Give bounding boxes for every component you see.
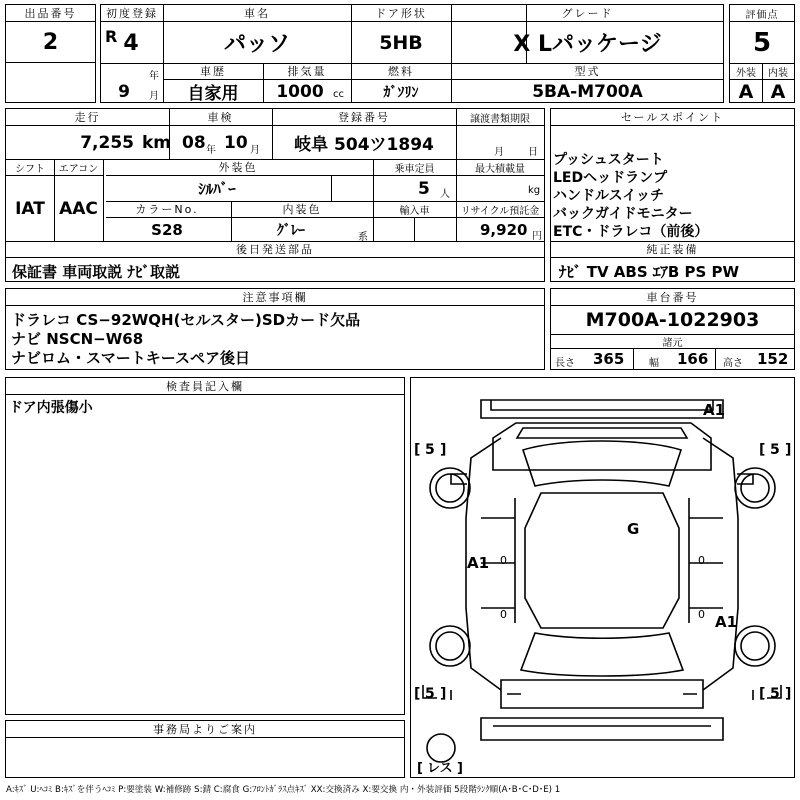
diagram-zero: 0: [698, 554, 705, 567]
history-label: 車歴: [200, 65, 226, 78]
transfer-month-unit: 月: [494, 147, 504, 158]
color-no-label: カラーNo.: [135, 203, 199, 216]
length-value: 365: [593, 350, 625, 368]
later-parts-value: 保証書 車両取説 ﾅﾋﾞ取説: [12, 263, 180, 281]
damage-mark: G: [627, 520, 640, 538]
color-no-value: S28: [151, 220, 183, 239]
door-label: ドア形状: [375, 7, 427, 20]
inspection-month-unit: 月: [250, 145, 260, 156]
spare-value: レス: [427, 761, 453, 776]
inspector-value: ドア内張傷小: [9, 400, 93, 416]
spec-label: 諸元: [662, 337, 683, 349]
transfer-day-unit: 日: [528, 147, 538, 158]
tire-bracket-close: ]: [785, 686, 792, 702]
load-unit: kg: [528, 185, 541, 196]
grade-label: グレード: [561, 7, 614, 20]
reg-label: 登録番号: [338, 111, 390, 124]
displacement-unit: cc: [333, 89, 344, 100]
recycle-label: リサイクル預託金: [460, 205, 540, 217]
lot-box: [5, 4, 96, 103]
shift-value: IAT: [15, 198, 45, 219]
interior-value: A: [770, 80, 786, 103]
sales-item: バックガイドモニター: [553, 206, 693, 222]
interior-label: 内装: [768, 67, 788, 79]
spare-bracket-open: [: [417, 761, 423, 776]
chassis-value: M700A-1022903: [585, 309, 760, 331]
displacement-label: 排気量: [287, 65, 327, 78]
transfer-label: 譲渡書類期限: [470, 113, 530, 125]
mileage-label: 走行: [74, 111, 101, 124]
spare-bracket-close: ]: [457, 761, 463, 776]
displacement-value: 1000: [276, 81, 324, 102]
capacity-label: 乗車定員: [394, 163, 435, 175]
tire-bracket-open: [: [414, 686, 421, 702]
office-label: 事務局よりご案内: [153, 723, 257, 736]
lot-value: 2: [42, 29, 59, 55]
notes-line: ナビ NSCN−W68: [11, 330, 144, 348]
ac-label: エアコン: [58, 163, 99, 175]
damage-mark: A1: [715, 613, 738, 631]
car-name-value: パッソ: [223, 32, 290, 57]
sales-label: セールスポイント: [620, 111, 724, 124]
equip-value: ﾅﾋﾞ TV ABS ｴｱB PS PW: [559, 263, 740, 281]
grade-value: X Lパッケージ: [513, 32, 662, 57]
era: R: [105, 27, 118, 46]
score-value: 5: [752, 27, 772, 58]
year-unit: 年: [149, 71, 159, 82]
inspector-label: 検査員記入欄: [166, 380, 244, 393]
inspection-label: 車検: [207, 111, 234, 124]
office-box: [5, 720, 405, 778]
tire-rating: 5: [425, 442, 435, 458]
height-value: 152: [757, 350, 789, 368]
diagram-zero: 0: [698, 608, 705, 621]
equip-label: 純正装備: [646, 243, 699, 256]
first-reg-month: 9: [118, 82, 130, 102]
int-color-value: ｸﾞﾚｰ: [277, 222, 305, 239]
model-value: 5BA-M700A: [532, 81, 643, 102]
header-box: [100, 4, 724, 103]
width-value: 166: [677, 350, 709, 368]
lot-label: 出品番号: [24, 7, 77, 20]
width-label: 幅: [649, 358, 659, 369]
tire-rating: 5: [770, 442, 780, 458]
score-box: [729, 4, 795, 103]
history-value: 自家用: [187, 84, 239, 104]
model-label: 型式: [574, 65, 601, 78]
sales-point-box: [550, 108, 795, 282]
tire-rating: 5: [425, 686, 435, 702]
sales-item: ETC・ドラレコ（前後）: [553, 224, 709, 240]
tire-bracket-open: [: [414, 442, 421, 458]
inspection-year: 08: [182, 133, 206, 153]
color-value: ｼﾙﾊﾞｰ: [198, 180, 236, 198]
import-label: 輸入車: [399, 205, 430, 217]
notes-line: ナビロム・スマートキースペア後日: [11, 349, 250, 367]
month-unit: 月: [149, 91, 159, 102]
length-label: 長さ: [555, 358, 575, 369]
sales-item: LEDヘッドランプ: [553, 170, 668, 186]
car-diagram: [411, 378, 794, 777]
tire-bracket-open: [: [759, 686, 766, 702]
int-color-unit: 系: [358, 232, 368, 243]
int-color-label: 内装色: [282, 203, 322, 216]
chassis-box: [550, 288, 795, 370]
inspection-year-unit: 年: [206, 145, 216, 156]
fuel-value: ｶﾞｿﾘﾝ: [383, 84, 419, 101]
first-reg-year: 4: [123, 30, 139, 56]
fuel-label: 燃料: [388, 65, 414, 78]
sales-item: プッシュスタート: [553, 152, 664, 168]
later-parts-label: 後日発送部品: [236, 243, 314, 256]
reg-value: 岐阜 504ツ1894: [294, 135, 434, 155]
notes-label: 注意事項欄: [242, 291, 308, 304]
score-label: 評価点: [745, 9, 779, 21]
first-reg-label: 初度登録: [106, 7, 158, 20]
notes-line: ドラレコ CS−92WQH(セルスター)SDカード欠品: [11, 311, 361, 329]
tire-bracket-close: ]: [440, 442, 447, 458]
tire-bracket-open: [: [759, 442, 766, 458]
exterior-value: A: [738, 80, 754, 103]
height-label: 高さ: [723, 358, 743, 369]
capacity-unit: 人: [440, 189, 450, 200]
exterior-label: 外装: [736, 67, 756, 79]
recycle-unit: 円: [532, 231, 542, 242]
color-label: 外装色: [218, 161, 258, 174]
damage-mark: A1: [703, 401, 726, 419]
car-diagram-box: [410, 377, 795, 778]
ac-value: AAC: [59, 198, 98, 219]
inspector-box: [5, 377, 405, 715]
car-name-label: 車名: [244, 7, 270, 20]
diagram-zero: 0: [500, 554, 507, 567]
tire-rating: 5: [770, 686, 780, 702]
chassis-label: 車台番号: [646, 291, 699, 304]
recycle-value: 9,920: [480, 221, 528, 239]
tire-bracket-close: ]: [785, 442, 792, 458]
capacity-value: 5: [418, 179, 430, 199]
sales-item: ハンドルスイッチ: [553, 188, 665, 204]
load-label: 最大積載量: [475, 163, 525, 175]
tire-bracket-close: ]: [440, 686, 447, 702]
shift-label: シフト: [15, 163, 45, 175]
door-value: 5HB: [379, 31, 423, 54]
vehicle-info-box: [5, 108, 545, 282]
damage-mark: A1: [467, 554, 490, 572]
notes-box: [5, 288, 545, 370]
mileage-value: 7,255: [80, 132, 134, 153]
inspection-month: 10: [224, 133, 248, 153]
mileage-unit: km: [142, 133, 172, 153]
diagram-zero: 0: [500, 608, 507, 621]
legend-text: A:ｷｽﾞ U:ﾍｺﾐ B:ｷｽﾞを伴うﾍｺﾐ P:要塗装 W:補修跡 S:錆 C:腐食 G:ﾌﾛﾝﾄｶﾞﾗｽ点ｷｽﾞ XX:交換済み X:要交換 内・外装評価 5段階ﾗﾝｸ順(A･B･C･D･E) 1: [6, 785, 561, 795]
